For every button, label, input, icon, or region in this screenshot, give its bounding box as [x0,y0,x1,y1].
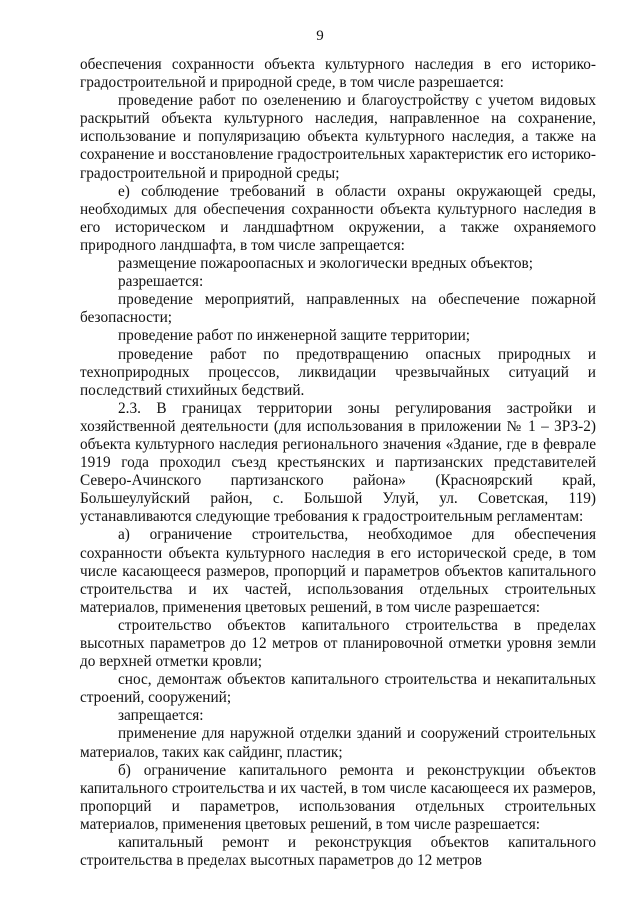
paragraph: е) соблюдение требований в области охраны окружающей среды, необходимых для обеспечения сохранности объекта культурного наследия в его историческом и ландшафтном окружении, а также охраняемого природного ландшафта, в том числе запрещается: [80,182,596,254]
paragraph: б) ограничение капитального ремонта и реконструкции объектов капитального строительства и их частей, в том числе касающееся их размеров, пропорций и параметров, использования отдельных строительных материалов, применения цветовых решений, в том числе разрешается: [80,761,596,833]
paragraph: строительство объектов капитального строительства в пределах высотных параметров до 12 метров от планировочной отметки уровня земли до верхней отметки кровли; [80,616,596,671]
document-body [80,56,596,870]
paragraph: проведение работ по предотвращению опасных природных и техноприродных процессов, ликвидации чрезвычайных ситуаций и последствий стихийных бедствий. [80,345,596,399]
paragraph: разрешается: [118,273,204,291]
paragraph: а) ограничение строительства, необходимое для обеспечения сохранности объекта культурного наследия в его исторической среде, в том числе касающееся размеров, пропорций и параметров объектов капитального строительства и их частей, использования отдельных строительных материалов, применения цветовых решений, в том числе разрешается: [80,526,596,616]
paragraph: проведение работ по инженерной защите территории; [118,327,471,345]
paragraph: обеспечения сохранности объекта культурного наследия в его историко-градостроительной и природной среде, в том числе разрешается: [80,56,596,92]
paragraph: запрещается: [118,707,204,725]
paragraph: проведение мероприятий, направленных на обеспечение пожарной безопасности; [80,291,596,327]
page-number: 9 [316,28,324,44]
paragraph: проведение работ по озеленению и благоустройству с учетом видовых раскрытий объекта культурного наследия, направленное на сохранение, использование и популяризацию объекта культурного наследия, а также на сохранение и восстановление градостроительных характеристик его историко-градостроительной и природной среды; [80,92,596,182]
paragraph: капитальный ремонт и реконструкция объектов капитального строительства в пределах высотных параметров до 12 метров [80,834,596,870]
paragraph: 2.3. В границах территории зоны регулирования застройки и хозяйственной деятельности (для использования в приложении № 1 – ЗРЗ-2) объекта культурного наследия регионального значения «Здание, где в феврале 1919 года проходил съезд крестьянских и партизанских представителей Северо-Ачинского партизанского района» (Красноярский край, Большеулуйский район, с. Большой Улуй, ул. Советская, 119) устанавливаются следующие требования к градостроительным регламентам: [80,399,596,526]
paragraph: размещение пожароопасных и экологически вредных объектов; [118,255,534,273]
paragraph: снос, демонтаж объектов капитального строительства и некапитальных строений, сооружений; [80,671,596,707]
paragraph: применение для наружной отделки зданий и сооружений строительных материалов, таких как сайдинг, пластик; [80,725,596,761]
